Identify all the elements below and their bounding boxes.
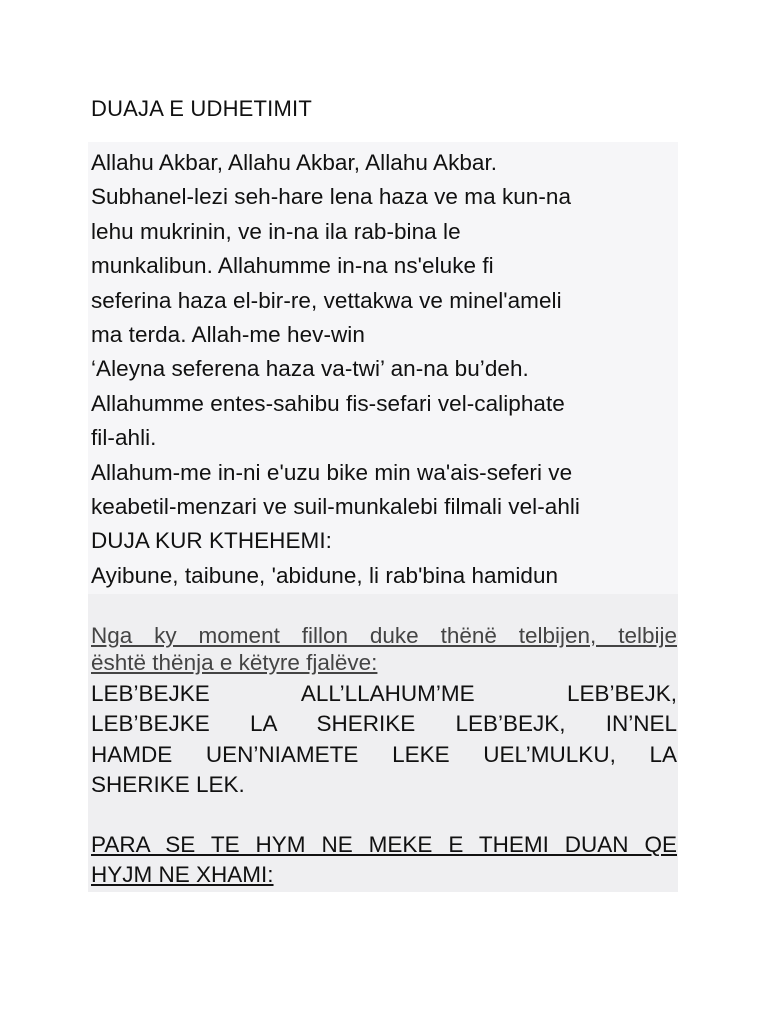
return-dua-heading: DUJA KUR KTHEHEMI: (91, 528, 332, 554)
text-line: Subhanel-lezi seh-hare lena haza ve ma kun-na (91, 184, 572, 210)
text-line: Allahum-me in-ni e'uzu bike min wa'ais-seferi ve (91, 459, 573, 485)
intro-line: është thënja e këtyre fjalëve: (91, 650, 378, 675)
text-line: fil-ahli. (91, 425, 157, 451)
intro-line: Nga ky moment fillon duke thënë telbijen, telbije (91, 623, 677, 648)
travel-dua-block (88, 142, 678, 594)
talbiyah-line: LEB’BEJKE LA SHERIKE LEB’BEJK, IN’NEL (91, 711, 677, 737)
talbiyah-intro (91, 622, 677, 676)
mecca-mosque-heading (91, 830, 677, 890)
talbiyah-block (88, 594, 678, 892)
text-line: seferina haza el-bir-re, vettakwa ve minel'ameli (91, 287, 562, 313)
talbiyah-line: SHERIKE LEK. (91, 771, 245, 797)
text-line: ma terda. Allah-me hev-win (91, 322, 365, 348)
text-line: Ayibune, taibune, 'abidune, li rab'bina hamidun (91, 562, 559, 588)
travel-dua-text (91, 146, 679, 593)
heading-line: HYJM NE XHAMI: (91, 862, 274, 888)
text-line: Allahu Akbar, Allahu Akbar, Allahu Akbar. (91, 150, 498, 175)
text-line: Allahumme entes-sahibu fis-sefari vel-caliphate (91, 390, 565, 416)
text-line: ‘Aleyna seferena haza va-twi’ an-na bu’deh. (91, 356, 529, 382)
document-title: DUAJA E UDHETIMIT (91, 96, 312, 121)
heading-line: PARA SE TE HYM NE MEKE E THEMI DUAN QE (91, 832, 677, 858)
text-line: keabetil-menzari ve suil-munkalebi filmali vel-ahli (91, 494, 580, 520)
text-line: munkalibun. Allahumme in-na ns'eluke fi (91, 253, 494, 279)
talbiyah-line: HAMDE UEN’NIAMETE LEKE UEL’MULKU, LA (91, 741, 677, 767)
text-line: lehu mukrinin, ve in-na ila rab-bina le (91, 218, 461, 244)
talbiyah-text (91, 679, 677, 800)
talbiyah-line: LEB’BEJKE ALL’LLAHUM’ME LEB’BEJK, (91, 681, 677, 706)
